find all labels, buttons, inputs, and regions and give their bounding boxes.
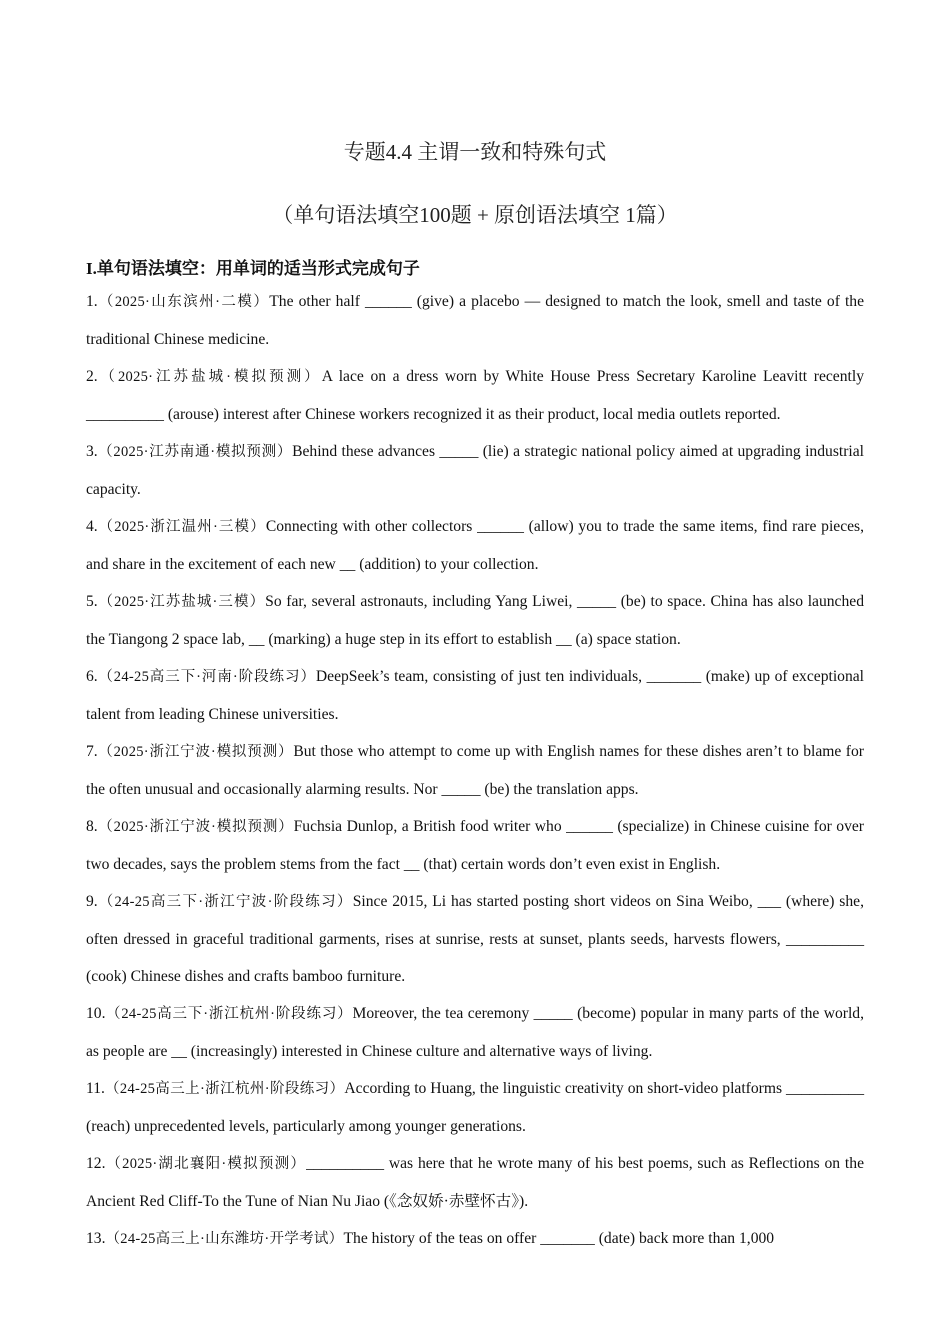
question-item [86,1070,864,1145]
question-number: 7. [86,743,98,760]
question-item [86,995,864,1070]
question-source: （2025·江苏盐城·模拟预测） [97,369,322,385]
question-item [86,283,864,358]
question-item [86,658,864,733]
question-source: （24-25高三下·河南·阶段练习） [97,669,316,685]
question-text: Connecting with other collectors ______ (allow) you to trade the same items, find rare pieces, and share in the excitement of each new __ (addition) to your collection. [86,518,865,573]
question-text: So far, several astronauts, including Yang Liwei, _____ (be) to space. China has also launched the Tiangong 2 space lab, __ (marking) a huge step in its effort to establish __ (a) space station. [86,593,864,648]
question-number: 8. [86,818,98,835]
question-text: __________ was here that he wrote many of his best poems, such as Reflections on the Ancient Red Cliff-To the Tune of Nian Nu Jiao (《念奴娇·赤壁怀古》). [86,1155,864,1210]
question-text: Behind these advances _____ (lie) a strategic national policy aimed at upgrading industrial capacity. [86,443,864,498]
question-item [86,808,864,883]
question-number: 12. [86,1155,106,1172]
question-source: （2025·浙江宁波·模拟预测） [97,744,294,760]
question-source: （24-25高三下·浙江杭州·阶段练习） [105,1006,353,1022]
question-text: The history of the teas on offer _______ (date) back more than 1,000 [343,1230,775,1247]
question-text: But those who attempt to come up with English names for these dishes aren’t to blame for the often unusual and occasionally alarming results. Nor _____ (be) the translation apps. [86,743,864,798]
question-item [86,358,864,433]
question-list [86,283,864,1258]
question-text: The other half ______ (give) a placebo — designed to match the look, smell and taste of the traditional Chinese medicine. [86,293,864,348]
question-source: （2025·江苏盐城·三模） [97,594,266,610]
question-text: DeepSeek’s team, consisting of just ten individuals, _______ (make) up of exceptional talent from leading Chinese universities. [86,668,864,723]
question-item [86,733,864,808]
question-source: （2025·山东滨州·二模） [97,294,270,310]
question-number: 9. [86,893,98,910]
question-text: According to Huang, the linguistic creativity on short-video platforms __________ (reach) unprecedented levels, particularly among younger generations. [86,1080,864,1135]
question-item [86,508,864,583]
question-number: 5. [86,593,98,610]
question-number: 4. [86,518,98,535]
question-text: Since 2015, Li has started posting short videos on Sina Weibo, ___ (where) she, often dressed in graceful traditional garments, rises at sunrise, rests at sunset, plants seeds, harvests flowers, __________ (cook) Chinese dishes and crafts bamboo furniture. [86,893,864,985]
question-source: （2025·浙江宁波·模拟预测） [97,819,294,835]
question-item [86,583,864,658]
section-heading: I.单句语法填空：用单词的适当形式完成句子 [86,259,420,278]
question-source: （2025·浙江温州·三模） [97,519,266,535]
question-item [86,883,864,995]
question-text: Fuchsia Dunlop, a British food writer who ______ (specialize) in Chinese cuisine for over two decades, says the problem stems from the fact __ (that) certain words don’t even exist in English. [86,818,864,873]
question-source: （24-25高三上·浙江杭州·阶段练习） [104,1081,345,1097]
question-source: （2025·江苏南通·模拟预测） [97,444,293,460]
question-number: 13. [86,1230,106,1247]
question-number: 11. [86,1080,105,1097]
question-source: （2025·湖北襄阳·模拟预测） [105,1156,307,1172]
page-subtitle: （单句语法填空100题 + 原创语法填空 1篇） [272,203,678,227]
page-title: 专题4.4 主谓一致和特殊句式 [343,140,607,164]
question-number: 6. [86,668,98,685]
question-number: 10. [86,1005,106,1022]
question-source: （24-25高三下·浙江宁波·阶段练习） [97,894,353,910]
question-number: 3. [86,443,98,460]
question-number: 1. [86,293,98,310]
question-source: （24-25高三上·山东潍坊·开学考试） [105,1231,344,1247]
question-item [86,1220,864,1258]
question-text: Moreover, the tea ceremony _____ (become) popular in many parts of the world, as people are __ (increasingly) interested in Chinese culture and alternative ways of living. [86,1005,864,1060]
question-item [86,433,864,508]
question-text: A lace on a dress worn by White House Press Secretary Karoline Leavitt recently __________ (arouse) interest after Chinese workers recognized it as their product, local media outlets reported. [86,368,864,423]
question-number: 2. [86,368,98,385]
question-item [86,1145,864,1220]
